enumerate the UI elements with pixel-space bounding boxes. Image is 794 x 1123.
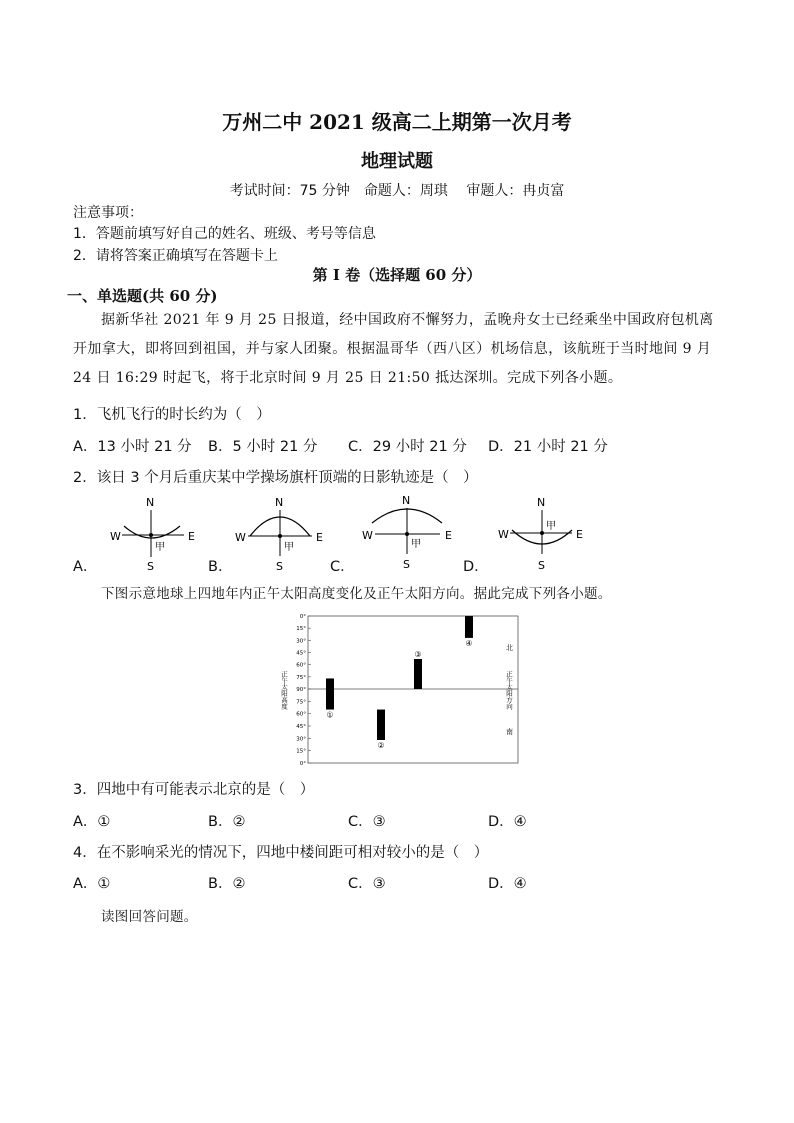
altitude-range-bar <box>326 678 334 709</box>
y-tick-label: 0° <box>299 614 306 620</box>
altitude-range-bar <box>414 659 422 689</box>
passage-1: 据新华社 2021 年 9 月 25 日报道，经中国政府不懈努力，孟晚舟女士已经乘坐中国政府包机离开加拿大，即将回到祖国，并与家人团聚。根据温哥华（西八区）机场信息，该航班于当时地间 9 月 24 日 16:29 时起飞，将于北京时间 9 月 25 日 21:50 抵达深圳。完成下列各小题。 <box>73 312 714 386</box>
section-title: 第 I 卷（选择题 60 分） <box>312 266 482 284</box>
y-tick-label: 15° <box>296 626 306 633</box>
q3-option-d: D．④ <box>488 814 527 830</box>
q4-option-a: A．① <box>73 876 111 892</box>
jia-label: 甲 <box>284 542 294 553</box>
y-tick-label: 45° <box>296 724 306 730</box>
y-tick-label: 60° <box>296 662 306 669</box>
q4-option-b: B．② <box>208 876 246 892</box>
jia-label: 甲 <box>155 542 165 553</box>
q2-option-c: C． <box>330 559 355 575</box>
diagram-a <box>110 496 195 573</box>
y-tick-label: 15° <box>296 748 306 755</box>
q3-option-b: B．② <box>208 814 246 830</box>
y-tick-label: 45° <box>296 650 306 657</box>
diagram-d <box>498 496 583 572</box>
q2-option-d: D． <box>463 559 489 575</box>
right-axis-label: 正午太阳方向 <box>505 670 513 710</box>
east-label: E <box>188 530 195 543</box>
diagram-b <box>235 496 323 573</box>
left-axis-label: 正午太阳高度 <box>280 670 288 710</box>
plot-frame <box>308 616 518 763</box>
part-title: 一、单选题(共 60 分) <box>67 287 218 305</box>
west-label: W <box>498 528 509 541</box>
question-2-stem: 2．该日 3 个月后重庆某中学操场旗杆顶端的日影轨迹是（ ） <box>73 470 478 486</box>
south-label: S <box>403 558 410 571</box>
exam-meta: 考试时间：75 分钟 命题人：周琪 审题人：冉贞富 <box>229 183 565 199</box>
question-3-stem: 3．四地中有可能表示北京的是（ ） <box>73 782 315 798</box>
south-direction-label: 南 <box>506 728 513 736</box>
altitude-range-bar <box>465 616 473 638</box>
q1-option-d: D．21 小时 21 分 <box>488 439 608 455</box>
shadow-trajectory-diagrams <box>0 490 794 575</box>
sun-altitude-chart <box>270 608 530 768</box>
question-1-stem: 1．飞机飞行的时长约为（ ） <box>73 407 271 423</box>
jia-label: 甲 <box>411 539 421 550</box>
west-label: W <box>110 530 121 543</box>
q3-option-c: C．③ <box>348 814 386 830</box>
east-label: E <box>445 529 452 542</box>
bar-label: ④ <box>465 638 473 648</box>
north-label: N <box>146 496 155 509</box>
q2-option-a: A． <box>73 559 98 575</box>
q1-option-c: C．29 小时 21 分 <box>348 439 467 455</box>
north-label: N <box>275 496 284 509</box>
q2-option-b: B． <box>208 559 233 575</box>
notice-item: 1．答题前填写好自己的姓名、班级、考号等信息 <box>73 226 376 242</box>
q1-option-a: A．13 小时 21 分 <box>73 439 192 455</box>
y-tick-label: 30° <box>296 638 306 645</box>
bar-label: ③ <box>414 649 422 659</box>
y-tick-label: 90° <box>296 687 306 693</box>
bar-label: ② <box>377 740 385 750</box>
south-label: S <box>538 559 545 572</box>
notice-item: 2．请将答案正确填写在答题卡上 <box>73 248 278 264</box>
south-label: S <box>147 560 154 573</box>
altitude-range-bar <box>377 710 385 740</box>
y-tick-label: 75° <box>296 699 306 706</box>
south-label: S <box>276 560 283 573</box>
q4-option-c: C．③ <box>348 876 386 892</box>
bar-label: ① <box>326 710 334 720</box>
y-tick-label: 60° <box>296 711 306 718</box>
y-tick-label: 75° <box>296 674 306 681</box>
jia-label: 甲 <box>546 521 556 532</box>
diagram-c <box>362 494 452 571</box>
q4-option-d: D．④ <box>488 876 527 892</box>
west-label: W <box>235 531 246 544</box>
subject-title: 地理试题 <box>361 151 433 172</box>
y-tick-label: 30° <box>296 736 306 743</box>
east-label: E <box>316 531 323 544</box>
west-label: W <box>362 529 373 542</box>
q3-option-a: A．① <box>73 814 111 830</box>
north-label: N <box>537 496 546 509</box>
passage-2: 下图示意地球上四地年内正午太阳高度变化及正午太阳方向。据此完成下列各小题。 <box>101 586 612 602</box>
notice-heading: 注意事项： <box>73 205 143 221</box>
east-label: E <box>576 528 583 541</box>
y-tick-label: 0° <box>299 761 306 767</box>
exam-title: 万州二中 2021 级高二上期第一次月考 <box>222 110 572 134</box>
north-direction-label: 北 <box>506 644 513 652</box>
passage-3: 读图回答问题。 <box>101 909 198 925</box>
q1-option-b: B．5 小时 21 分 <box>208 439 318 455</box>
north-label: N <box>402 494 411 507</box>
question-4-stem: 4．在不影响采光的情况下，四地中楼间距可相对较小的是（ ） <box>73 845 489 861</box>
